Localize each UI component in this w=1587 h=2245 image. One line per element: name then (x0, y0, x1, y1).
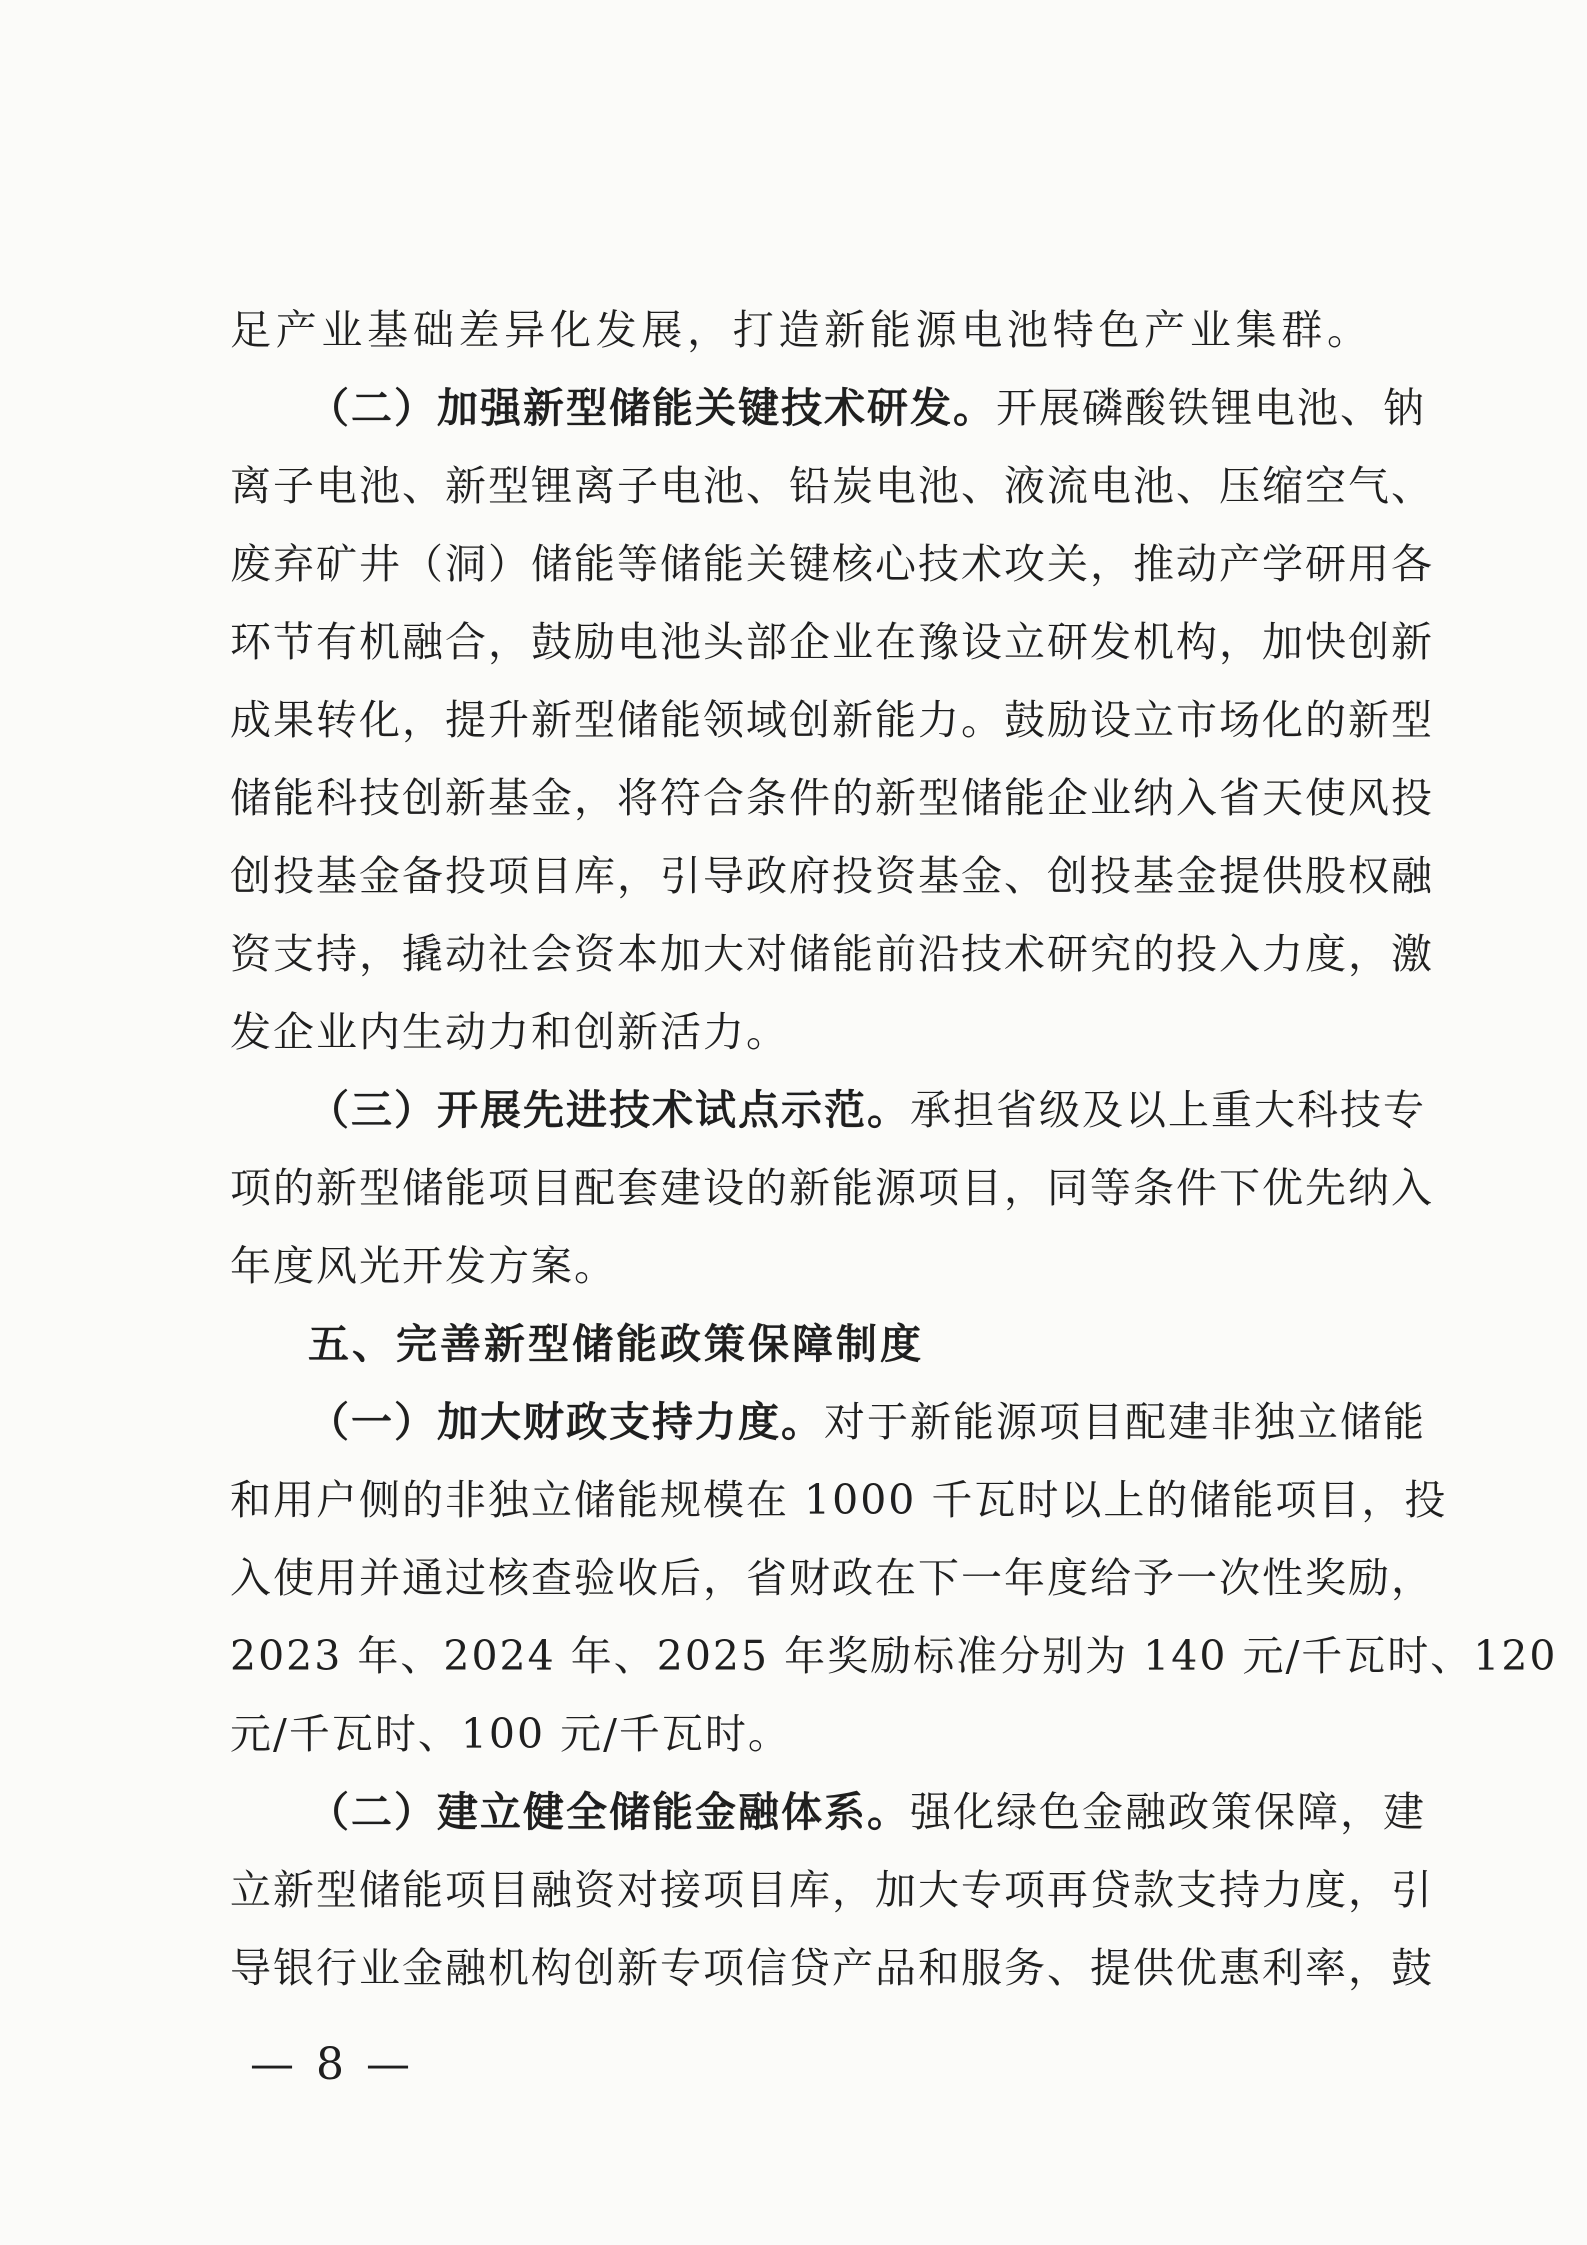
text-run: 环节有机融合，鼓励电池头部企业在豫设立研发机构，加快创新 (230, 618, 1434, 666)
text-run: 项的新型储能项目配套建设的新能源项目，同等条件下优先纳入 (230, 1164, 1434, 1212)
text-run: 足产业基础差异化发展，打造新能源电池特色产业集群。 (230, 306, 1370, 354)
paragraph-line (230, 534, 1434, 594)
paragraph-line (308, 1782, 1426, 1842)
section-title: （二）加强新型储能关键技术研发。 (308, 384, 996, 432)
text-run: 创投基金备投项目库，引导政府投资基金、创投基金提供股权融 (230, 852, 1434, 900)
paragraph-line (230, 1548, 1434, 1608)
paragraph-line (230, 1158, 1434, 1218)
paragraph-line (230, 1002, 1370, 1062)
paragraph-line (230, 768, 1434, 828)
text-run: 储能科技创新基金，将符合条件的新型储能企业纳入省天使风投 (230, 774, 1434, 822)
page-number: — 8 — (250, 2039, 414, 2090)
text-run: 元/千瓦时、100 元/千瓦时。 (230, 1710, 791, 1758)
paragraph-line (308, 378, 1426, 438)
paragraph-line (230, 612, 1434, 672)
text-run: 承担省级及以上重大科技专 (910, 1086, 1426, 1134)
paragraph-line (230, 1236, 1370, 1296)
section-title: （三）开展先进技术试点示范。 (308, 1086, 910, 1134)
paragraph-line (230, 924, 1434, 984)
paragraph-line (230, 1860, 1434, 1920)
paragraph-line (230, 1938, 1434, 1998)
paragraph-line (308, 1392, 1426, 1452)
paragraph-line (230, 456, 1434, 516)
paragraph-line (230, 1626, 1558, 1686)
text-run: 资支持，撬动社会资本加大对储能前沿技术研究的投入力度，激 (230, 930, 1434, 978)
paragraph-line (230, 846, 1434, 906)
paragraph-line (230, 1704, 1370, 1764)
text-run: 成果转化，提升新型储能领域创新能力。鼓励设立市场化的新型 (230, 696, 1434, 744)
text-run: 对于新能源项目配建非独立储能 (824, 1398, 1426, 1446)
text-run: 发企业内生动力和创新活力。 (230, 1008, 789, 1056)
paragraph-line (230, 690, 1434, 750)
text-run: 和用户侧的非独立储能规模在 1000 千瓦时以上的储能项目，投 (230, 1476, 1448, 1524)
paragraph-line (230, 300, 1370, 360)
text-run: 导银行业金融机构创新专项信贷产品和服务、提供优惠利率，鼓 (230, 1944, 1434, 1992)
text-run: 立新型储能项目融资对接项目库，加大专项再贷款支持力度，引 (230, 1866, 1434, 1914)
text-run: 废弃矿井（洞）储能等储能关键核心技术攻关，推动产学研用各 (230, 540, 1434, 588)
section-title: （一）加大财政支持力度。 (308, 1398, 824, 1446)
paragraph-line (230, 1470, 1448, 1530)
text-run: 入使用并通过核查验收后，省财政在下一年度给予一次性奖励， (230, 1554, 1434, 1602)
paragraph-line (308, 1080, 1426, 1140)
section-title: （二）建立健全储能金融体系。 (308, 1788, 910, 1836)
text-run: 强化绿色金融政策保障，建 (910, 1788, 1426, 1836)
chapter-heading: 五、完善新型储能政策保障制度 (308, 1320, 924, 1368)
text-run: 2023 年、2024 年、2025 年奖励标准分别为 140 元/千瓦时、120 (230, 1632, 1558, 1680)
text-run: 开展磷酸铁锂电池、钠 (996, 384, 1426, 432)
text-run: 年度风光开发方案。 (230, 1242, 617, 1290)
text-run: 离子电池、新型锂离子电池、铅炭电池、液流电池、压缩空气、 (230, 462, 1434, 510)
